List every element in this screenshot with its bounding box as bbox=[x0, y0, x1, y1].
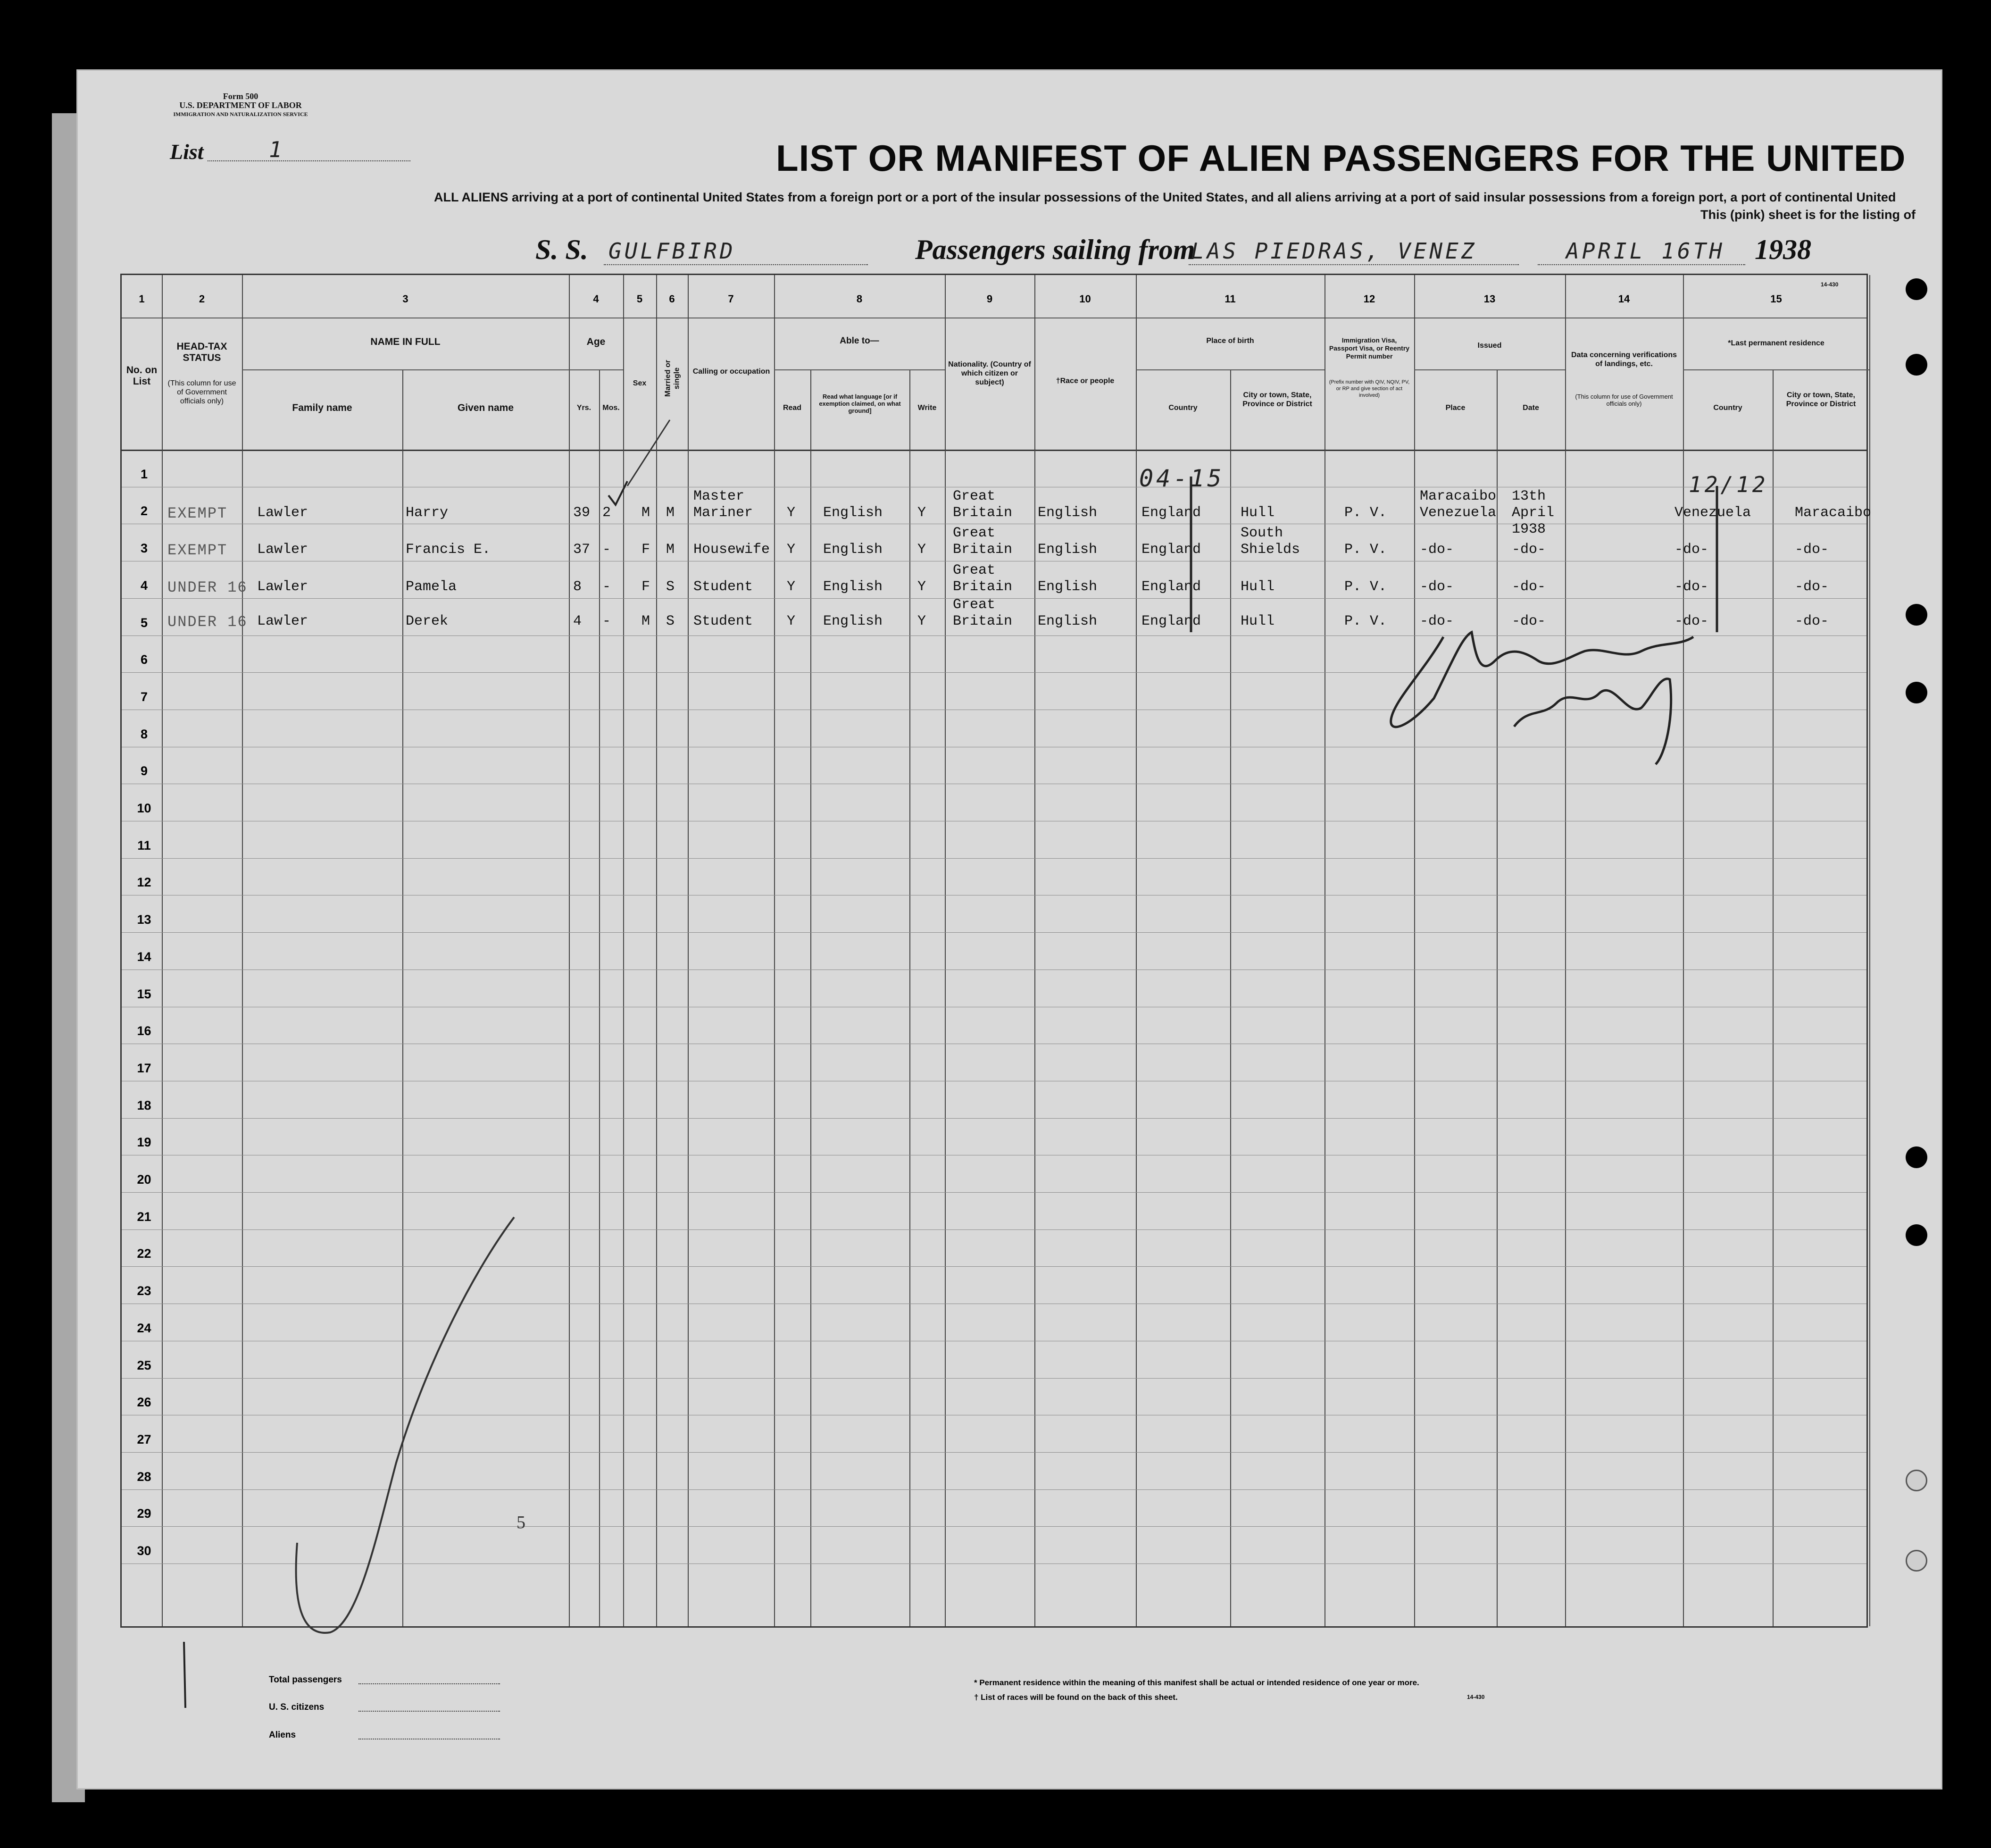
footer-us-citizens: U. S. citizens bbox=[269, 1702, 325, 1712]
row-number: 3 bbox=[140, 541, 148, 556]
passenger-given: Pamela bbox=[406, 579, 457, 595]
passenger-family: Lawler bbox=[257, 579, 308, 595]
row-number: 21 bbox=[137, 1209, 151, 1224]
row-number: 16 bbox=[137, 1024, 151, 1038]
col-num-9: 9 bbox=[986, 293, 993, 305]
passenger-res-city: -do- bbox=[1795, 613, 1829, 629]
passenger-yrs: 4 bbox=[573, 613, 582, 629]
passenger-city2: Shields bbox=[1241, 542, 1300, 558]
hdr-data-note: (This column for use of Government officials only) bbox=[1575, 393, 1673, 407]
passenger-occ1: Master bbox=[693, 488, 745, 504]
row-number: 22 bbox=[137, 1246, 151, 1261]
form-number: Form 500 bbox=[223, 92, 258, 101]
passenger-city2: Hull bbox=[1241, 579, 1275, 595]
hdr-write: Write bbox=[917, 404, 937, 412]
row-number: 13 bbox=[137, 912, 151, 927]
passenger-visa: P. V. bbox=[1344, 505, 1387, 521]
hdr-given-name: Given name bbox=[457, 402, 514, 413]
passenger-mos: 2 bbox=[602, 505, 611, 521]
passenger-read: Y bbox=[787, 613, 796, 629]
col-num-2: 2 bbox=[199, 293, 205, 305]
passenger-stamp: UNDER 16 bbox=[167, 579, 248, 596]
row-number: 29 bbox=[137, 1506, 151, 1521]
footer-code: 14-430 bbox=[1467, 1694, 1485, 1700]
passenger-married: S bbox=[666, 613, 675, 629]
passenger-stamp: EXEMPT bbox=[167, 505, 228, 522]
passenger-date2: -do- bbox=[1512, 579, 1546, 595]
passenger-sex: F bbox=[641, 542, 650, 558]
passenger-date3: 1938 bbox=[1512, 521, 1546, 537]
hdr-able-to: Able to— bbox=[840, 336, 879, 346]
row-number: 30 bbox=[137, 1544, 151, 1558]
passenger-married: M bbox=[666, 542, 675, 558]
row-number: 27 bbox=[137, 1432, 151, 1447]
footer-note-1: * Permanent residence within the meaning of this manifest shall be actual or intended residence of one year or more. bbox=[974, 1678, 1419, 1687]
row-number: 1 bbox=[140, 467, 148, 481]
hdr-birth-city: City or town, State, Province or District bbox=[1242, 391, 1312, 408]
row-number: 26 bbox=[137, 1395, 151, 1410]
row-number: 11 bbox=[137, 838, 151, 853]
passenger-write: Y bbox=[917, 542, 926, 558]
passenger-yrs: 39 bbox=[573, 505, 591, 521]
col-num-5: 5 bbox=[636, 293, 643, 305]
sailing-date: APRIL 16TH bbox=[1566, 238, 1725, 264]
hdr-yrs: Yrs. bbox=[576, 404, 591, 412]
punch-hole bbox=[1906, 1146, 1927, 1168]
row-number: 28 bbox=[137, 1469, 151, 1484]
passenger-res-country: -do- bbox=[1674, 542, 1709, 558]
passenger-family: Lawler bbox=[257, 613, 308, 629]
passenger-res-country: Venezuela bbox=[1674, 505, 1751, 521]
passenger-place2: Venezuela bbox=[1420, 505, 1497, 521]
punch-hole bbox=[1906, 1224, 1927, 1246]
passenger-married: S bbox=[666, 579, 675, 595]
row-number: 8 bbox=[140, 727, 148, 741]
hdr-issued-place: Place bbox=[1445, 404, 1466, 412]
department: U.S. DEPARTMENT OF LABOR bbox=[179, 100, 302, 110]
passenger-place2: -do- bbox=[1420, 542, 1454, 558]
hdr-read-language: Read what language [or if exemption claimed, on what ground] bbox=[819, 393, 901, 414]
footer-total-passengers: Total passengers bbox=[269, 1675, 342, 1685]
passenger-nat2: Britain bbox=[953, 613, 1013, 629]
passenger-read: Y bbox=[787, 542, 796, 558]
passenger-occ2: Student bbox=[693, 613, 753, 629]
sailing-year: 1938 bbox=[1755, 234, 1811, 265]
passenger-occ2: Mariner bbox=[693, 505, 753, 521]
hdr-place-of-birth: Place of birth bbox=[1206, 337, 1254, 345]
passenger-lang: English bbox=[823, 542, 883, 558]
row-number: 2 bbox=[140, 504, 148, 518]
row-number: 17 bbox=[137, 1061, 151, 1075]
manifest-subtitle-2: This (pink) sheet is for the listing of bbox=[1700, 208, 1916, 222]
passenger-write: Y bbox=[917, 505, 926, 521]
punch-hole bbox=[1906, 278, 1927, 300]
passenger-race: English bbox=[1038, 613, 1098, 629]
row-number: 4 bbox=[140, 578, 148, 593]
passenger-country: England bbox=[1141, 579, 1201, 595]
passenger-family: Lawler bbox=[257, 542, 308, 558]
passenger-nat2: Britain bbox=[953, 505, 1013, 521]
passenger-place1: Maracaibo bbox=[1420, 488, 1497, 504]
col-num-13: 13 bbox=[1483, 293, 1496, 305]
signature-time bbox=[1514, 679, 1671, 764]
residence-annotation: 12/12 bbox=[1689, 472, 1768, 497]
manifest-subtitle-1: ALL ALIENS arriving at a port of continental United States from a foreign port or a port of the insular possessions of the United States, and all aliens arriving at a port of said insular possessions from a foreign port, a port of continental United bbox=[434, 190, 1896, 204]
hdr-race: †Race or people bbox=[1056, 377, 1115, 385]
passenger-family: Lawler bbox=[257, 505, 308, 521]
passenger-nat2: Britain bbox=[953, 579, 1013, 595]
hdr-head-tax: HEAD-TAX STATUS bbox=[176, 341, 227, 363]
hdr-head-tax-note: (This column for use of Government officials only) bbox=[167, 379, 236, 405]
passenger-read: Y bbox=[787, 579, 796, 595]
passenger-stamp: UNDER 16 bbox=[167, 613, 248, 631]
signature-scribble bbox=[1391, 632, 1693, 727]
col-num-7: 7 bbox=[728, 293, 734, 305]
row-number: 9 bbox=[140, 764, 148, 778]
passenger-married: M bbox=[666, 505, 675, 521]
col-num-3: 3 bbox=[402, 293, 408, 305]
hdr-name-in-full: NAME IN FULL bbox=[370, 336, 441, 347]
passenger-visa: P. V. bbox=[1344, 613, 1387, 629]
passenger-place2: -do- bbox=[1420, 613, 1454, 629]
list-number: 1 bbox=[269, 137, 285, 162]
hdr-issued: Issued bbox=[1477, 342, 1502, 350]
col-num-11: 11 bbox=[1225, 293, 1236, 305]
sailing-port: LAS PIEDRAS, VENEZ bbox=[1191, 238, 1477, 264]
passenger-yrs: 8 bbox=[573, 579, 582, 595]
row-number: 20 bbox=[137, 1172, 151, 1187]
passenger-stamp: EXEMPT bbox=[167, 542, 228, 559]
passenger-lang: English bbox=[823, 613, 883, 629]
manifest-title: LIST OR MANIFEST OF ALIEN PASSENGERS FOR THE UNITED bbox=[776, 137, 1906, 179]
hdr-data-landings: Data concerning verifications of landings, etc. bbox=[1571, 351, 1677, 368]
hdr-res-city: City or town, State, Province or District bbox=[1786, 391, 1856, 408]
row-number: 19 bbox=[137, 1135, 151, 1150]
punch-hole bbox=[1906, 1550, 1927, 1572]
passenger-nat1: Great bbox=[953, 525, 996, 541]
page-mark: 5 bbox=[516, 1513, 525, 1532]
passenger-place2: -do- bbox=[1420, 579, 1454, 595]
hdr-mos: Mos. bbox=[602, 404, 620, 412]
passenger-date2: -do- bbox=[1512, 542, 1546, 558]
passenger-sex: F bbox=[641, 579, 650, 595]
passenger-write: Y bbox=[917, 613, 926, 629]
punch-hole bbox=[1906, 354, 1927, 376]
hdr-last-residence: *Last permanent residence bbox=[1728, 339, 1824, 347]
hdr-nationality: Nationality. (Country of which citizen or subject) bbox=[948, 360, 1031, 386]
passenger-yrs: 37 bbox=[573, 542, 591, 558]
passenger-date2: April bbox=[1512, 505, 1555, 521]
passenger-res-country: -do- bbox=[1674, 613, 1709, 629]
col-num-8: 8 bbox=[856, 293, 863, 305]
hdr-issued-date: Date bbox=[1523, 404, 1539, 412]
passenger-mos: - bbox=[602, 613, 611, 629]
passenger-given: Derek bbox=[406, 613, 449, 629]
sailing-label: Passengers sailing from bbox=[915, 234, 1195, 265]
row-number: 24 bbox=[137, 1321, 151, 1335]
passenger-mos: - bbox=[602, 579, 611, 595]
passenger-date1: 13th bbox=[1512, 488, 1546, 504]
passenger-sex: M bbox=[641, 613, 650, 629]
hdr-read: Read bbox=[783, 404, 802, 412]
row-number: 15 bbox=[137, 987, 151, 1001]
birth-annotation: 04-15 bbox=[1139, 465, 1225, 492]
form-code-top: 14-430 bbox=[1821, 281, 1839, 288]
col-num-10: 10 bbox=[1079, 293, 1091, 305]
passenger-given: Harry bbox=[406, 505, 449, 521]
punch-hole bbox=[1906, 604, 1927, 626]
passenger-nat1: Great bbox=[953, 562, 996, 578]
passenger-sex: M bbox=[641, 505, 650, 521]
passenger-nat2: Britain bbox=[953, 542, 1013, 558]
large-tick-stroke bbox=[296, 1217, 514, 1633]
passenger-race: English bbox=[1038, 579, 1098, 595]
slash-mark bbox=[627, 420, 670, 486]
passenger-nat1: Great bbox=[953, 597, 996, 613]
passenger-race: English bbox=[1038, 542, 1098, 558]
passenger-visa: P. V. bbox=[1344, 579, 1387, 595]
passenger-city2: Hull bbox=[1241, 505, 1275, 521]
hdr-family-name: Family name bbox=[292, 402, 352, 413]
passenger-city2: Hull bbox=[1241, 613, 1275, 629]
col-num-1: 1 bbox=[139, 293, 145, 305]
passenger-read: Y bbox=[787, 505, 796, 521]
passenger-res-city: -do- bbox=[1795, 542, 1829, 558]
punch-hole bbox=[1906, 1470, 1927, 1491]
passenger-write: Y bbox=[917, 579, 926, 595]
passenger-mos: - bbox=[602, 542, 611, 558]
ship-name: GULFBIRD bbox=[608, 238, 736, 264]
row-number: 23 bbox=[137, 1284, 151, 1298]
passenger-lang: English bbox=[823, 579, 883, 595]
passenger-res-city: Maracaibo bbox=[1795, 505, 1872, 521]
passenger-city1: South bbox=[1241, 525, 1283, 541]
col-num-6: 6 bbox=[669, 293, 675, 305]
passenger-res-country: -do- bbox=[1674, 579, 1709, 595]
hdr-age: Age bbox=[586, 336, 606, 347]
hdr-calling: Calling or occupation bbox=[692, 368, 770, 376]
col-num-4: 4 bbox=[593, 293, 599, 305]
passenger-occ2: Student bbox=[693, 579, 753, 595]
passenger-occ2: Housewife bbox=[693, 542, 770, 558]
row-number: 7 bbox=[140, 689, 148, 704]
col-num-15: 15 bbox=[1770, 293, 1782, 305]
passenger-visa: P. V. bbox=[1344, 542, 1387, 558]
hdr-birth-country: Country bbox=[1168, 404, 1198, 412]
hdr-visa-note: (Prefix number with QIV, NQIV, PV, or RP and give section of act involved) bbox=[1329, 379, 1410, 398]
row-number: 18 bbox=[137, 1098, 151, 1112]
passenger-nat1: Great bbox=[953, 488, 996, 504]
row-number: 12 bbox=[137, 875, 151, 890]
hdr-sex: Sex bbox=[633, 379, 647, 387]
passenger-lang: English bbox=[823, 505, 883, 521]
hdr-married: Married or single bbox=[664, 360, 681, 397]
footer-note-2: † List of races will be found on the back of this sheet. bbox=[974, 1693, 1178, 1702]
row-number: 5 bbox=[140, 615, 148, 630]
service: IMMIGRATION AND NATURALIZATION SERVICE bbox=[173, 111, 308, 117]
passenger-country: England bbox=[1141, 542, 1201, 558]
list-label: List bbox=[170, 140, 204, 164]
row-number: 14 bbox=[137, 949, 151, 964]
passenger-country: England bbox=[1141, 613, 1201, 629]
col-num-12: 12 bbox=[1363, 293, 1375, 305]
tick-mark-1 bbox=[608, 481, 627, 505]
passenger-race: English bbox=[1038, 505, 1098, 521]
ss-label: S. S. bbox=[535, 234, 588, 265]
hdr-res-country: Country bbox=[1713, 404, 1742, 412]
col-num-14: 14 bbox=[1618, 293, 1630, 305]
row-number: 10 bbox=[137, 801, 151, 815]
passenger-date2: -do- bbox=[1512, 613, 1546, 629]
passenger-country: England bbox=[1141, 505, 1201, 521]
footer-aliens: Aliens bbox=[269, 1730, 296, 1740]
punch-hole bbox=[1906, 682, 1927, 703]
passenger-res-city: -do- bbox=[1795, 579, 1829, 595]
passenger-given: Francis E. bbox=[406, 542, 491, 558]
hdr-visa: Immigration Visa, Passport Visa, or Reentry Permit number bbox=[1329, 336, 1410, 360]
row-number: 25 bbox=[137, 1358, 151, 1372]
hdr-no-on-list: No. on List bbox=[126, 365, 158, 387]
row-number: 6 bbox=[140, 652, 148, 667]
left-margin-mark bbox=[184, 1642, 185, 1708]
